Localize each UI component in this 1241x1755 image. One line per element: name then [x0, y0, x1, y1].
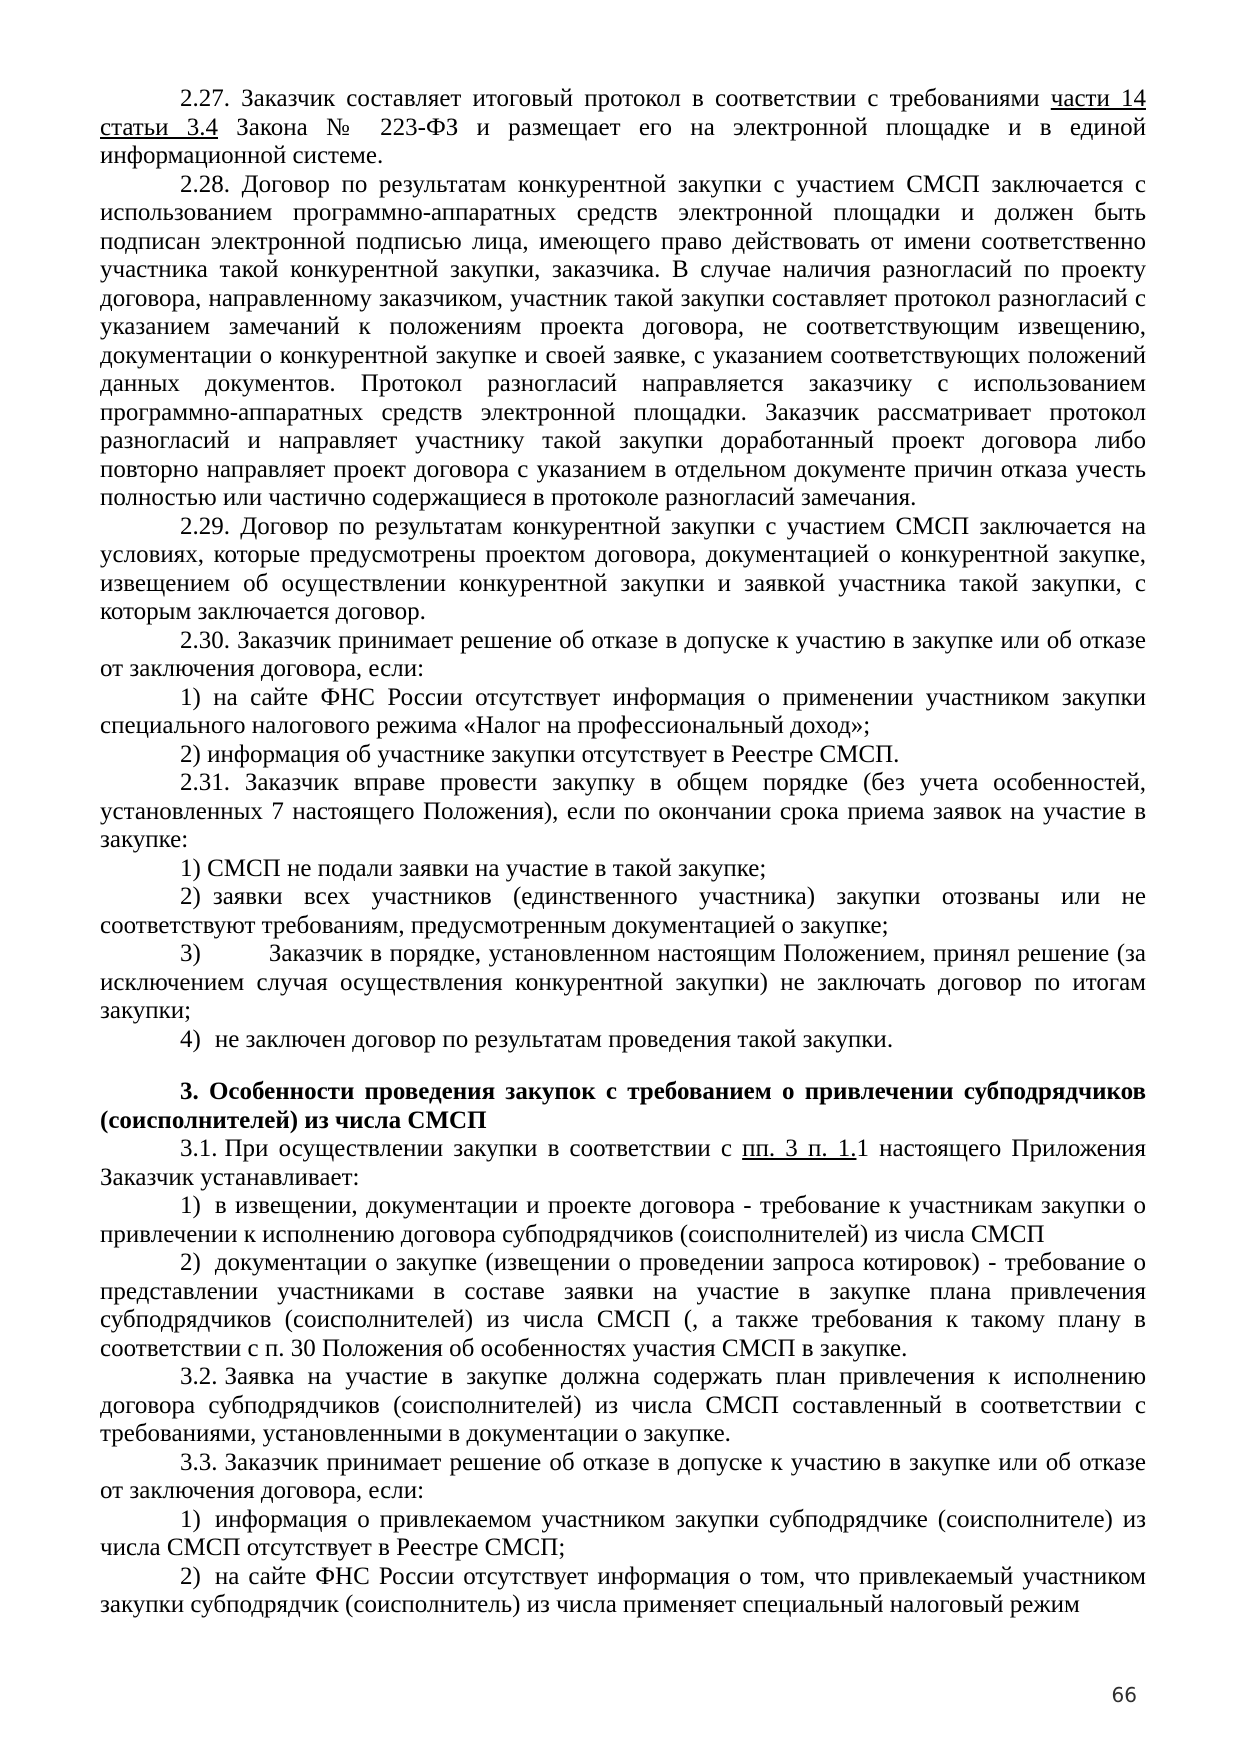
clause-2-31-item-3 — [100, 940, 1146, 1026]
clause-3-1-item-2 — [100, 1249, 1146, 1363]
text-run: 3.2. — [180, 1363, 218, 1390]
clause-3-2 — [100, 1363, 1146, 1449]
text-run: заявки всех участников (единственного участника) закупки отозваны или не соответствуют требованиям, предусмотренным документацией о закупке; — [100, 883, 1146, 939]
page-number: 66 — [1111, 1683, 1137, 1707]
text-run: 1) — [180, 1505, 201, 1533]
clause-2-31 — [100, 769, 1146, 855]
text-run: Закона № 223-ФЗ и размещает его на электронной площадке и в единой информационной системе. — [100, 113, 1146, 169]
clause-2-31-item-1 — [100, 855, 1146, 884]
text-run: 2.31. Заказчик вправе провести закупку в общем порядке (без учета особенностей, установленных 7 настоящего Положения), если по окончании срока приема заявок на участие в закупке: — [100, 769, 1146, 853]
clause-2-30-item-1 — [100, 684, 1146, 741]
section-3-heading — [100, 1078, 1146, 1135]
text-run: 2.27. Заказчик составляет итоговый протокол в соответствии с требованиями — [180, 85, 1051, 112]
text-run: 2) информация об участнике закупки отсутствует в Реестре СМСП. — [180, 740, 900, 768]
clause-3-1-item-1 — [100, 1192, 1146, 1249]
clause-2-27 — [100, 85, 1146, 171]
text-run: на сайте ФНС России отсутствует информация о том, что привлекаемый участником закупки субподрядчик (соисполнитель) из числа применяет специальный налоговый режим — [100, 1562, 1146, 1618]
text-run: 3. Особенности проведения закупок с требованием о привлечении субподрядчиков (соисполнителей) из числа СМСП — [100, 1078, 1146, 1134]
clause-2-30 — [100, 627, 1146, 684]
tab-space — [201, 1583, 215, 1584]
text-run: не заключен договор по результатам проведения такой закупки. — [214, 1025, 894, 1053]
text-run: 1) СМСП не подали заявки на участие в такой закупке; — [180, 854, 767, 882]
tab-space — [201, 1046, 215, 1047]
clause-3-3 — [100, 1449, 1146, 1506]
tab-space — [218, 1469, 225, 1470]
text-run: 2) — [180, 1249, 201, 1276]
text-run: Заказчик в порядке, установленном настоящим Положением, принял решение (за исключением случая осуществления конкурентной закупки) не заключать договор по итогам закупки; — [100, 940, 1146, 1024]
text-run: 2.29. Договор по результатам конкурентной закупки с участием СМСП заключается на условиях, которые предусмотрены проектом договора, документацией о конкурентной закупке, извещением об осуществлении конкурентной закупки и заявкой участника такой закупки, с которым заключается договор. — [100, 512, 1146, 625]
text-run: в извещении, документации и проекте договора - требование к участникам закупки о привлечении к исполнению договора субподрядчиков (соисполнителей) из числа СМСП — [100, 1192, 1146, 1248]
tab-space — [201, 1212, 215, 1213]
tab-space — [201, 1269, 215, 1270]
tab-space — [218, 1155, 225, 1156]
text-run: Заявка на участие в закупке должна содержать план привлечения к исполнению договора субподрядчиков (соисполнителей) из числа СМСП составленный в соответствии с требованиями, установленными в документации о закупке. — [100, 1363, 1146, 1447]
clause-3-3-item-2 — [100, 1563, 1146, 1620]
text-run: документации о закупке (извещении о проведении запроса котировок) - требование о представлении участниками в составе заявки на участие в закупке плана привлечения субподрядчиков (соисполнителей) из числа СМСП (, а также требования к такому плану в соответствии с п. 30 Положения об особенностях участия СМСП в закупке. — [100, 1249, 1146, 1362]
clause-2-31-item-2 — [100, 883, 1146, 940]
clause-2-29 — [100, 513, 1146, 627]
tab-space — [218, 1383, 225, 1384]
clause-3-1 — [100, 1135, 1146, 1192]
legal-reference: пп. 3 п. 1. — [742, 1135, 857, 1162]
tab-space — [201, 1526, 215, 1527]
clause-2-28 — [100, 171, 1146, 513]
text-run: 1) — [180, 1192, 201, 1219]
legal-reference: части 14 статьи 3.4 — [100, 85, 1146, 141]
clause-2-30-item-2 — [100, 741, 1146, 770]
text-run: 2) — [180, 883, 201, 910]
clause-3-3-item-1 — [100, 1506, 1146, 1563]
text-run: 3) — [180, 940, 201, 967]
text-run: 4) — [180, 1025, 201, 1053]
document-body — [100, 85, 1146, 1620]
text-run: 2) — [180, 1562, 201, 1590]
tab-space — [201, 903, 213, 904]
text-run: При осуществлении закупки в соответствии с — [224, 1135, 743, 1162]
text-run: 1 настоящего Приложения Заказчик устанавливает: — [100, 1135, 1146, 1191]
clause-2-31-item-4 — [100, 1026, 1146, 1055]
text-run: 3.1. — [180, 1135, 218, 1162]
text-run: 1) на сайте ФНС России отсутствует информация о применении участником закупки специального налогового режима «Налог на профессиональный доход»; — [100, 683, 1146, 739]
text-run: 3.3. — [180, 1448, 218, 1476]
tab-space — [201, 960, 269, 961]
text-run: Заказчик принимает решение об отказе в допуске к участию в закупке или об отказе от заключения договора, если: — [100, 1448, 1146, 1504]
text-run: 2.28. Договор по результатам конкурентной закупки с участием СМСП заключается с использованием программно-аппаратных средств электронной площадки и должен быть подписан электронной подписью лица, имеющего право действовать от имени соответственно участника такой конкурентной закупки, заказчика. В случае наличия разногласий по проекту договора, направленному заказчиком, участник такой закупки составляет протокол разногласий с указанием замечаний к положениям проекта договора, не соответствующим извещению, документации о конкурентной закупке и своей заявке, с указанием соответствующих положений данных документов. Протокол разногласий направляется заказчику с использованием программно-аппаратных средств электронной площадки. Заказчик рассматривает протокол разногласий и направляет участнику такой закупки доработанный проект договора либо повторно направляет проект договора с указанием в отдельном документе причин отказа учесть полностью или частично содержащиеся в протоколе разногласий замечания. — [100, 170, 1146, 511]
text-run: информация о привлекаемом участником закупки субподрядчике (соисполнителе) из числа СМСП отсутствует в Реестре СМСП; — [100, 1505, 1146, 1561]
text-run: 2.30. Заказчик принимает решение об отказе в допуске к участию в закупке или об отказе от заключения договора, если: — [100, 626, 1146, 682]
